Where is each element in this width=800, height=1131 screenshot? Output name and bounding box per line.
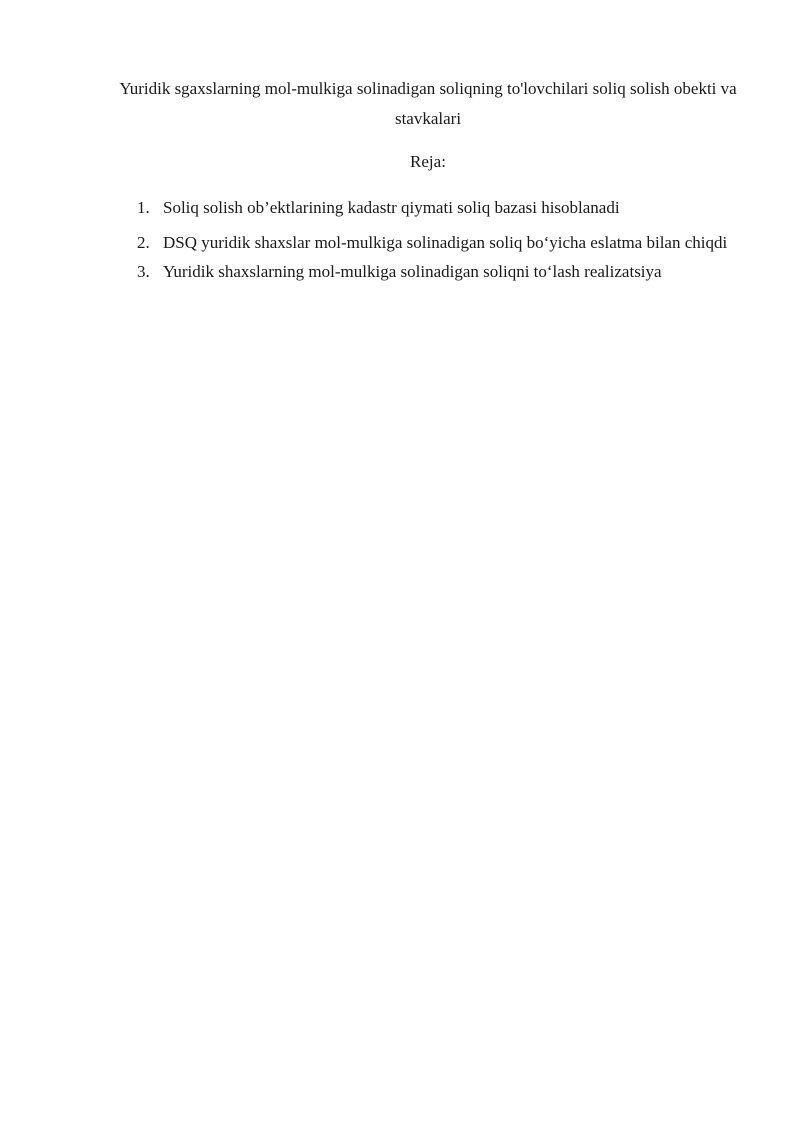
list-item [137, 193, 747, 222]
list-item-number: 3. [137, 262, 150, 281]
list-item-text: DSQ yuridik shaxslar mol-mulkiga solinadigan soliq bo‘yicha eslatma bilan chiqdi [163, 233, 728, 252]
document-title: Yuridik sgaxslarning mol-mulkiga solinadigan soliqning to'lovchilari soliq solish obekti va stavkalari [119, 79, 737, 128]
list-item-text: Yuridik shaxslarning mol-mulkiga solinadigan soliqni to‘lash realizatsiya [163, 262, 662, 281]
list-item-text: Soliq solish ob’ektlarining kadastr qiymati soliq bazasi hisoblanadi [163, 198, 620, 217]
list-item [137, 228, 747, 257]
list-item-number: 1. [137, 198, 150, 217]
list-item-number: 2. [137, 233, 150, 252]
list-item [137, 257, 747, 286]
plan-list [137, 193, 747, 286]
plan-heading: Reja: [410, 152, 446, 171]
